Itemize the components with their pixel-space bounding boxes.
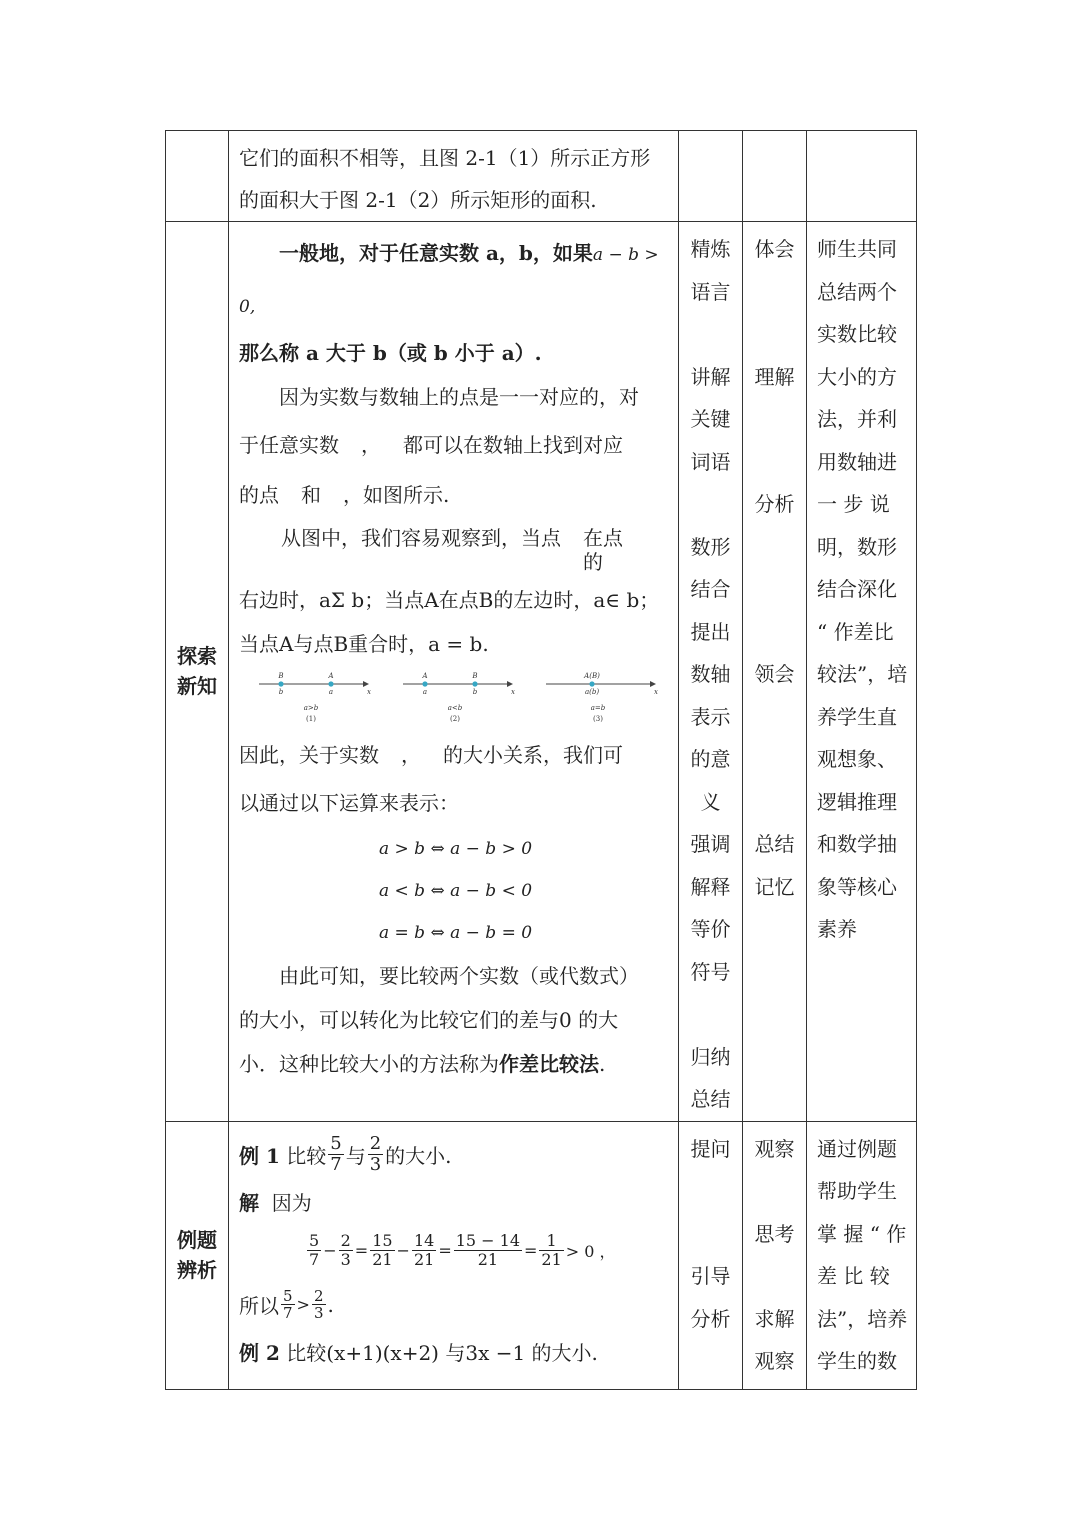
student-activity-line: [743, 313, 806, 356]
teacher-activity-line: 数轴: [690, 662, 731, 686]
number-line-figure-3: [540, 670, 662, 726]
student-activity-line: 记忆: [754, 874, 795, 899]
student-activity-cell: [743, 222, 807, 1122]
para-text: 小．这种比较大小的方法称为: [239, 1052, 499, 1076]
relation-label: a>b: [303, 704, 319, 712]
coordinate-label: b: [278, 688, 284, 696]
relation-label: a<b: [447, 704, 462, 712]
example-label: 例 2: [239, 1341, 280, 1365]
point-dot: [328, 681, 333, 686]
teacher-activity-line: [679, 1170, 742, 1213]
lesson-table: [165, 130, 917, 1390]
design-intent-line: 法”，培养: [817, 1306, 908, 1331]
para-text: 因此，关于实数: [239, 743, 379, 767]
student-activity-line: 领会: [754, 662, 795, 686]
design-intent-line: 学生的数: [817, 1349, 897, 1373]
design-intent-line: 总结两个: [817, 279, 897, 304]
design-intent-line: 实数比较: [817, 322, 897, 346]
solution-line: [239, 1182, 672, 1222]
para-text: ，: [361, 433, 381, 457]
number-line-figure-1: [253, 670, 375, 726]
para-line: 右边时，aΣ b；当点A在点B的左边时，a∈ b；: [239, 588, 660, 612]
continuation-line: 的面积大于图 2-1（2）所示矩形的面积.: [239, 188, 597, 212]
design-intent-line: 帮助学生: [817, 1179, 897, 1203]
teacher-activity-line: 提问: [690, 1136, 731, 1161]
definition-expression: a − b > 0,: [239, 245, 659, 317]
teacher-activity-line: 讲解: [690, 364, 731, 389]
example-text: 与: [345, 1144, 366, 1168]
para-line: 以通过以下运算来表示：: [239, 791, 459, 815]
student-activity-line: [743, 398, 806, 441]
design-intent-line: 法，并利: [817, 407, 897, 431]
figure-caption: (1): [306, 715, 316, 723]
conclusion-text: 所以: [239, 1294, 279, 1318]
coordinate-label: b: [472, 688, 477, 696]
example-1-line: [239, 1128, 672, 1182]
teacher-cell-empty: [679, 131, 743, 222]
design-intent-line: 逻辑推理: [817, 789, 897, 814]
teacher-activity-line: 解释: [690, 874, 731, 899]
student-activity-line: [743, 526, 806, 569]
teacher-activity-line: 等价: [690, 917, 731, 941]
teacher-activity-line: 归纳: [690, 1044, 731, 1069]
design-intent-line: 素养: [817, 917, 857, 941]
student-activity-line: [743, 1170, 806, 1213]
examples-content-cell: [229, 1121, 679, 1389]
student-activity-line: [743, 441, 806, 484]
design-intent-cell: [807, 1121, 917, 1389]
category-examples: [166, 1121, 229, 1389]
para-line: 当点A与点B重合时，a = b.: [239, 632, 489, 656]
student-activity-line: [743, 781, 806, 824]
teacher-activity-cell: [679, 222, 743, 1122]
point-dot: [589, 681, 594, 686]
definition-text: 一般地，对于任意实数 a，b，如果: [279, 241, 593, 265]
figure-caption: (2): [449, 715, 460, 723]
teacher-activity-cell: [679, 1121, 743, 1389]
solution-label: 解: [239, 1191, 259, 1215]
table-row-continuation: [166, 131, 917, 222]
para-text: ，: [401, 743, 421, 767]
design-intent-line: 一 步 说: [817, 492, 890, 516]
para-text: 的大小关系，我们可: [443, 743, 623, 767]
student-activity-line: [743, 271, 806, 314]
axis-arrow: [650, 681, 656, 687]
student-activity-line: [743, 696, 806, 739]
para-line: 由此可知，要比较两个实数（或代数式）: [279, 964, 639, 988]
point-label: B: [471, 672, 478, 680]
student-activity-line: [743, 568, 806, 611]
example-2-line: [239, 1330, 672, 1374]
para-line: 的大小，可以转化为比较它们的差与0 的大: [239, 1008, 619, 1032]
para-text: .: [599, 1052, 606, 1076]
fraction: $\frac{5}{7}$: [330, 1133, 342, 1175]
design-intent-line: 结合深化: [817, 577, 897, 601]
para-line: [239, 732, 672, 778]
axis-label: x: [510, 688, 515, 696]
category-label: 探索新知: [177, 644, 217, 699]
design-intent-line: 观想象、: [817, 747, 897, 771]
teacher-activity-line: 符号: [690, 959, 731, 984]
method-name: 作差比较法: [499, 1052, 599, 1076]
student-activity-line: [743, 611, 806, 654]
relation-label: a=b: [590, 704, 606, 712]
para-text: ，如图所示.: [343, 483, 450, 507]
point-label: A: [328, 672, 334, 680]
teacher-activity-line: 数形: [690, 534, 731, 559]
design-intent-line: 差 比 较: [817, 1264, 890, 1288]
table-row-examples: [166, 1121, 917, 1389]
student-activity-line: 求解: [754, 1306, 795, 1331]
point-dot: [278, 681, 283, 686]
design-intent-line: 用数轴进: [817, 449, 897, 474]
category-cell-empty: [166, 131, 229, 222]
design-intent-line: 掌 握 “ 作: [817, 1221, 907, 1246]
example-text: 比较: [286, 1144, 327, 1168]
teacher-activity-line: 关键: [690, 407, 731, 431]
para-line: [239, 1042, 672, 1086]
point-label: B: [278, 672, 284, 680]
coordinate-label: a: [422, 688, 427, 696]
definition-line: [239, 228, 672, 332]
axis-arrow: [363, 681, 369, 687]
student-activity-line: 体会: [754, 237, 795, 261]
continuation-text-cell: [229, 131, 679, 222]
para-text: 的点: [239, 483, 279, 507]
student-activity-line: 观察: [754, 1349, 795, 1373]
equivalence-2: a < b ⇔ a − b < 0: [378, 881, 533, 901]
design-intent-line: 师生共同: [817, 237, 897, 261]
teacher-activity-line: [679, 1213, 742, 1256]
design-intent-line: 明，数形: [817, 534, 897, 559]
para-text: 都可以在数轴上找到对应: [403, 433, 623, 457]
student-activity-line: 理解: [754, 364, 795, 389]
teacher-activity-line: [679, 313, 742, 356]
calculation-line: $\frac{5}{7}$ − $\frac{2}{3}$ = $\frac{15}{21}$ − $\frac{14}{21}$ = $\frac{15 - 14}{21}$ = $\frac{1}{21}$ > 0 ，: [309, 1231, 616, 1269]
intent-cell-empty: [807, 131, 917, 222]
para-line: 因为实数与数轴上的点是一一对应的，对: [279, 385, 639, 409]
student-activity-line: 分析: [754, 492, 795, 516]
category-explore: [166, 222, 229, 1122]
fraction: $\frac{2}{3}$: [369, 1133, 382, 1175]
example-label: 例 1: [239, 1144, 280, 1168]
design-intent-line: 养学生直: [817, 704, 897, 729]
teacher-activity-line: [679, 993, 742, 1036]
para-line: [239, 526, 672, 574]
point-label: A(B): [584, 672, 600, 680]
point-dot: [422, 681, 427, 686]
example-text: 比较(x+1)(x+2) 与3x −1 的大小.: [286, 1341, 598, 1365]
table-row-explore: [166, 222, 917, 1122]
number-line-figures: [239, 666, 672, 732]
teacher-activity-line: 分析: [690, 1306, 731, 1331]
coordinate-label: a: [328, 688, 334, 696]
student-activity-line: [743, 738, 806, 781]
example-text: 的大小.: [385, 1144, 452, 1168]
teacher-activity-line: 提出: [690, 619, 731, 644]
para-line: [239, 420, 672, 470]
teacher-activity-line: 义: [700, 789, 721, 814]
teacher-activity-line: 强调: [690, 832, 731, 856]
design-intent-line: “ 作差比: [817, 619, 894, 644]
design-intent-line: 大小的方: [817, 364, 897, 389]
axis-label: x: [654, 688, 658, 696]
design-intent-line: 象等核心: [817, 874, 897, 899]
teacher-activity-line: 的意: [690, 747, 731, 771]
continuation-line: 它们的面积不相等，且图 2-1（1）所示正方形: [239, 146, 651, 170]
teacher-activity-line: 引导: [690, 1264, 731, 1288]
equivalence-1: a > b ⇔ a − b > 0: [378, 839, 533, 859]
point-label: A: [421, 672, 428, 680]
explore-content-cell: [229, 222, 679, 1122]
student-activity-line: [743, 1255, 806, 1298]
axis-arrow: [507, 681, 513, 687]
teacher-activity-line: 词语: [690, 449, 731, 474]
para-line: [239, 470, 672, 520]
teacher-activity-line: 语言: [690, 279, 731, 304]
teacher-activity-line: 表示: [690, 704, 731, 729]
category-label: 例题辨析: [177, 1228, 217, 1282]
point-dot: [472, 681, 477, 686]
coordinate-label: a(b): [584, 688, 600, 696]
axis-label: x: [367, 688, 371, 696]
number-line-figure-2: [397, 670, 519, 726]
design-intent-line: 和数学抽: [817, 832, 897, 856]
teacher-activity-line: 结合: [690, 577, 731, 601]
student-cell-empty: [743, 131, 807, 222]
solution-text: 因为: [271, 1191, 312, 1215]
student-activity-line: 思考: [754, 1221, 795, 1246]
para-text: 从图中，我们容易观察到，当点: [281, 526, 561, 550]
para-text: 在点的: [583, 526, 623, 574]
teacher-activity-line: 精炼: [690, 237, 731, 261]
equivalence-3: a = b ⇔ a − b = 0: [378, 923, 533, 943]
design-intent-cell: [807, 222, 917, 1122]
student-activity-cell: [743, 1121, 807, 1389]
figure-caption: (3): [593, 715, 603, 723]
conclusion-line: 所以 $\frac{5}{7}$ > $\frac{2}{3}$ .: [239, 1286, 334, 1322]
student-activity-line: 总结: [754, 832, 795, 856]
para-text: 和: [301, 483, 321, 507]
para-text: 于任意实数: [239, 433, 339, 457]
design-intent-line: 较法”，培: [817, 662, 908, 686]
design-intent-line: 通过例题: [817, 1136, 897, 1161]
student-activity-line: 观察: [754, 1136, 795, 1161]
teacher-activity-line: 总结: [690, 1087, 731, 1111]
teacher-activity-line: [679, 483, 742, 526]
definition-line-2: 那么称 a 大于 b（或 b 小于 a）.: [239, 341, 542, 365]
